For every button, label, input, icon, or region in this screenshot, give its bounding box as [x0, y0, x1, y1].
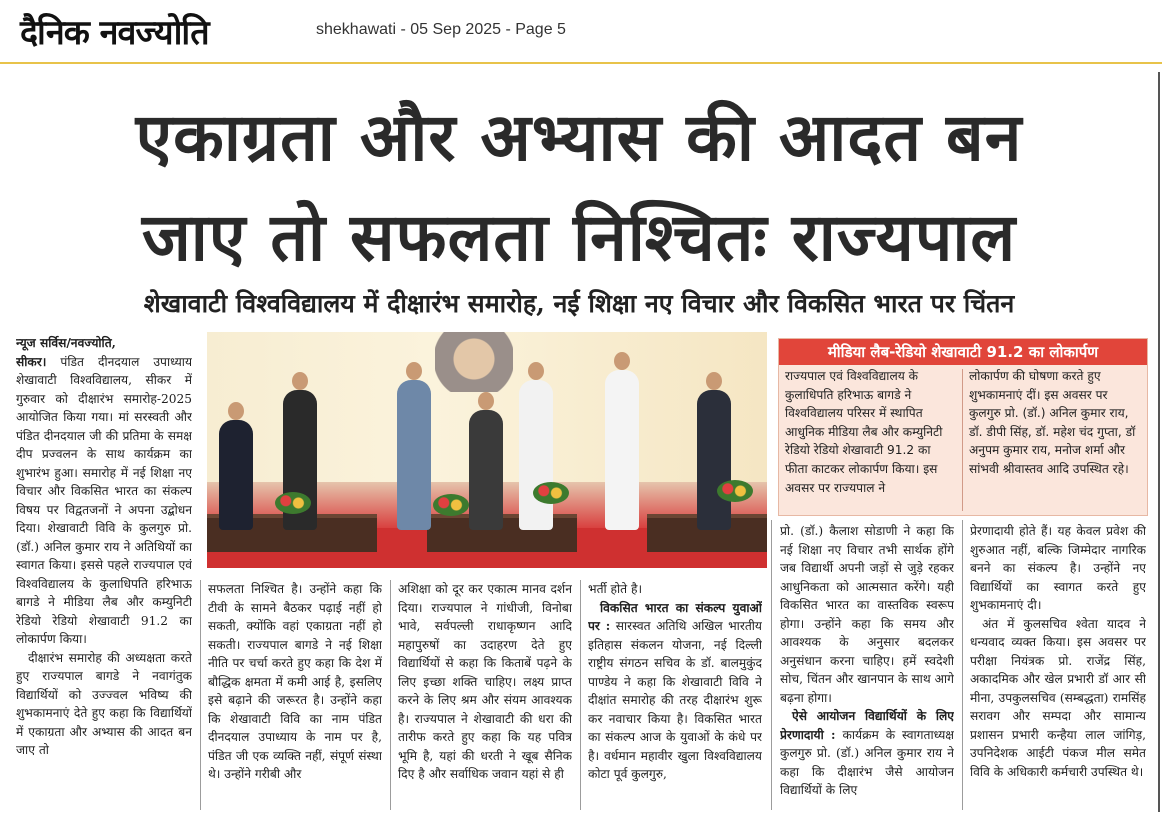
person-figure: [697, 390, 731, 530]
column-text: सफलता निश्चित है। उन्होंने कहा कि टीवी के सामने बैठकर पढ़ाई नहीं हो सकती, क्योंकि वहां एकाग्रता नहीं हो सकती। राज्यपाल बागडे ने नई शिक्षा नीति पर चर्चा करते हुए कहा कि देश में बौद्धिक क्षमता में कमी आई है, इसलिए इसे बढ़ाने की जरूरत है। उन्होंने कहा कि शेखावाटी विवि का नाम पंडित दीनदयाल उपाध्याय के नाम पर है, पंडित जी एक व्यक्ति नहीं, संपूर्ण संस्था थे। उन्होंने गरीबी और: [208, 582, 382, 781]
event-photo: [207, 332, 767, 568]
column-text: भर्ती होते है।: [588, 582, 643, 596]
column-text: पंडित दीनदयाल उपाध्याय शेखावाटी विश्वविद्यालय, सीकर में गुरुवार को दीक्षारंभ समारोह-2025 आयोजित किया गया। मां सरस्वती और पंडित दीनदयाल जी की प्रतिमा के समक्ष दीप प्रज्वलन के साथ कार्यक्रम का शुभारंभ हुआ। समारोह में नई शिक्षा नए विचार और विकसित भारत का संकल्प विषय पर विद्वतजनों ने अपना उद्बोधन दिया। शेखावाटी विवि के कुलगुरु प्रो. (डॉ.) अनिल कुमार राय ने अतिथियों का स्वागत किया। इससे पहले राज्यपाल एवं विश्वविद्यालय के कुलाधिपति हरिभाऊ बागडे ने मीडिया लैब और कम्युनिटी रेडियो रेडियो शेखावाटी 91.2 का लोकार्पण किया।: [16, 354, 192, 646]
flower-bouquet: [533, 482, 569, 504]
box-text-right: लोकार्पण की घोषणा करते हुए शुभकामनाएं दीं। इस अवसर पर कुलगुरु प्रो. (डॉ.) अनिल कुमार राय, डॉ. डीपी सिंह, डॉ. महेश चंद गुप्ता, डॉ अनुपम कुमार राय, मनोज शर्मा और सांभवी श्रीवास्तव आदि उपस्थित रहे।: [969, 369, 1136, 476]
article-column-2: [208, 580, 382, 810]
flower-bouquet: [433, 494, 469, 516]
article-column-5: [780, 522, 954, 810]
column-divider: [771, 520, 772, 810]
headline-line-1: एकाग्रता और अभ्यास की आदत बन: [135, 99, 1023, 176]
column-text: सारस्वत अतिथि अखिल भारतीय इतिहास संकलन योजना, नई दिल्ली राष्ट्रीय संगठन सचिव के डॉ. बालमुकुंद पाण्डेय ने कहा कि शेखावाटी विवि ने दीक्षांत समारोह की तरह दीक्षारंभ शुरू कर नवाचार किया है। विकसित भारत का संकल्प आज के युवाओं के कंधे पर है। वर्धमान महावीर खुला विश्वविद्यालय कोटा पूर्व कुलगुरु,: [588, 619, 762, 781]
person-figure: [469, 410, 503, 530]
column-text: दीक्षारंभ समारोह की अध्यक्षता करते हुए राज्यपाल बागडे ने नवागंतुक विद्यार्थियों को उज्ज्वल भविष्य की शुभकामनाएं देते हुए कहा कि विद्यार्थियों में एकाग्रता और अभ्यास की आदत बन जाए तो: [16, 650, 192, 757]
person-figure: [605, 370, 639, 530]
byline: न्यूज सर्विस/नवज्योति,: [16, 336, 116, 350]
person-figure: [397, 380, 431, 530]
dateline: सीकर।: [16, 354, 47, 369]
page-edge-rule: [1158, 72, 1160, 812]
flower-bouquet: [717, 480, 753, 502]
box-text-left: राज्यपाल एवं विश्वविद्यालय के कुलाधिपति हरिभाऊ बागडे ने विश्वविद्यालय परिसर में स्थापित आधुनिक मीडिया लैब और कम्युनिटी रेडियो रेडियो शेखावाटी 91.2 का फीता काटकर लोकार्पण किया। इस अवसर पर राज्यपाल ने: [785, 369, 943, 495]
portrait-banner: [435, 332, 513, 392]
newspaper-masthead: दैनिक नवज्योति: [20, 13, 209, 53]
flower-bouquet: [275, 492, 311, 514]
column-text: प्रो. (डॉ.) कैलाश सोडाणी ने कहा कि नई शिक्षा नए विचार तभी सार्थक होंगे जब विद्यार्थी अपनी जड़ों से जुड़े रहकर आधुनिकता को आत्मसात करेंगे। यही विकसित भारत का वास्तविक स्वरूप होगा। उन्होंने कहा कि समय और आवश्यक के अनुसार बदलकर अनुसंधान करना चाहिए। हमें स्वदेशी सोच, चिंतन और खानपान के साथ आगे बढ़ना होगा।: [780, 524, 954, 705]
article-column-1: [16, 334, 192, 810]
person-figure: [219, 420, 253, 530]
page-header: [0, 0, 1162, 64]
box-title: मीडिया लैब-रेडियो शेखावाटी 91.2 का लोकार्पण: [779, 339, 1147, 365]
person-figure: [519, 380, 553, 530]
edition-info: shekhawati - 05 Sep 2025 - Page 5: [316, 21, 566, 38]
headline-line-2: जाए तो सफलता निश्चितः राज्यपाल: [141, 199, 1017, 276]
article-column-4: [588, 580, 762, 810]
column-divider: [200, 580, 201, 810]
column-text: कार्यक्रम के स्वागताध्यक्ष कुलगुरु प्रो. (डॉ.) अनिल कुमार राय ने कहा कि दीक्षारंभ जैसे आयोजन विद्यार्थियों के लिए: [780, 727, 954, 797]
article-column-3: [398, 580, 572, 810]
column-text: अशिक्षा को दूर कर एकात्म मानव दर्शन दिया। राज्यपाल ने गांधीजी, विनोबा भावे, सर्वपल्ली राधाकृष्णन आदि महापुरुषों का उदाहरण देते हुए विद्यार्थियों से कहा कि किताबें पढ़ने के लिए इच्छा शक्ति चाहिए। लक्ष्य प्राप्त करने के लिए श्रम और संयम आवश्यक है। राज्यपाल ने शेखावाटी की धरा की तारीफ करते हुए कहा कि यह पवित्र भूमि है, यहां की धरती ने खूब सैनिक दिए है और सर्वाधिक जवान यहां से ही: [398, 582, 572, 781]
section-heading: विकसित भारत का संकल्प युवाओं पर :: [588, 600, 762, 633]
article-column-6: [970, 522, 1146, 810]
article-headline: [14, 88, 1144, 288]
media-lab-box: [778, 338, 1148, 516]
column-divider: [580, 580, 581, 810]
column-text: अंत में कुलसचिव श्वेता यादव ने धन्यवाद व्यक्त किया। इस अवसर पर परीक्षा नियंत्रक प्रो. राजेंद्र सिंह, अकादमिक और खेल प्रभारी डॉ आर सी मीना, उपकुलसचिव (सम्बद्धता) रामसिंह सरावग और सम्पदा और सामान्य प्रशासन प्रभारी कन्हैया लाल जांगिड़, उपनिदेशक आईटी पंकज मील समेत विवि के अधिकारी कर्मचारी उपस्थित थे।: [970, 616, 1146, 779]
column-divider: [390, 580, 391, 810]
column-text: प्रेरणादायी होते हैं। यह केवल प्रवेश की शुरुआत नहीं, बल्कि जिम्मेदार नागरिक बनने का संकल्प है। उन्होंने नए विद्यार्थियों का स्वागत करते हुए शुभकामनाएं दी।: [970, 524, 1146, 612]
article-subheadline: शेखावाटी विश्वविद्यालय में दीक्षारंभ समारोह, नई शिक्षा नए विचार और विकसित भारत पर चिंतन: [143, 289, 1015, 318]
column-divider: [962, 520, 963, 810]
box-divider: [962, 369, 963, 511]
section-heading: ऐसे आयोजन विद्यार्थियों के लिए प्रेरणादायी :: [780, 709, 954, 742]
